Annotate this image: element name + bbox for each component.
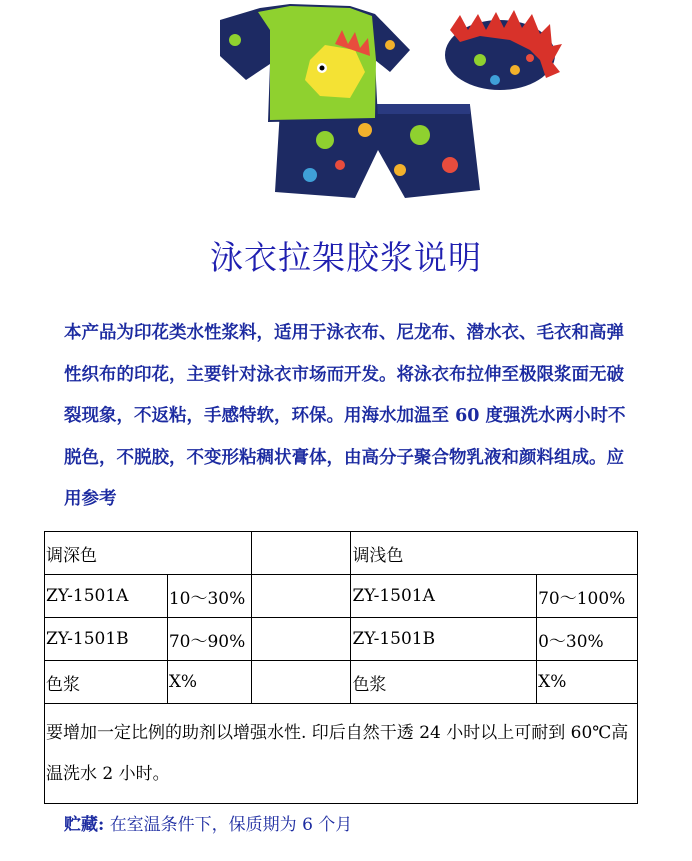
empty-cell	[251, 532, 351, 575]
dark-ratio: X%	[167, 661, 251, 704]
table-note-row	[45, 704, 638, 804]
empty-cell	[251, 618, 351, 661]
mix-ratio-table	[44, 531, 638, 804]
storage-info	[64, 810, 352, 835]
empty-cell	[251, 575, 351, 618]
page-title: 泳衣拉架胶浆说明	[210, 238, 482, 277]
header-light: 调浅色	[351, 532, 638, 575]
light-ratio: 0～30%	[537, 618, 638, 661]
dark-code: ZY-1501B	[45, 618, 168, 661]
product-photo	[150, 0, 570, 205]
light-code: 色浆	[351, 661, 537, 704]
table-header-row	[45, 532, 638, 575]
table-row	[45, 575, 638, 618]
dark-ratio: 70～90%	[167, 618, 251, 661]
intro-paragraph: 本产品为印花类水性浆料，适用于泳衣布、尼龙布、潜水衣、毛衣和高弹性织布的印花，主要针对泳衣市场而开发。将泳衣布拉伸至极限浆面无破裂现象，不返粘，手感特软，环保。用海水加温至 60 度强洗水两小时不脱色，不脱胶，不变形粘稠状膏体，由高分子聚合物乳液和颜料组成。应用参考	[64, 323, 626, 509]
empty-cell	[251, 661, 351, 704]
light-code: ZY-1501A	[351, 575, 537, 618]
light-ratio: X%	[537, 661, 638, 704]
table-row	[45, 618, 638, 661]
table-row	[45, 661, 638, 704]
swim-cap	[445, 10, 562, 90]
usage-note: 要增加一定比例的助剂以增强水性. 印后自然干透 24 小时以上可耐到 60℃高温洗水 2 小时。	[45, 704, 638, 804]
dark-code: ZY-1501A	[45, 575, 168, 618]
dark-code: 色浆	[45, 661, 168, 704]
storage-label: 贮藏:	[64, 815, 105, 835]
light-code: ZY-1501B	[351, 618, 537, 661]
light-ratio: 70～100%	[537, 575, 638, 618]
storage-text: 在室温条件下，保质期为 6 个月	[109, 815, 353, 835]
header-dark: 调深色	[45, 532, 252, 575]
dark-ratio: 10～30%	[167, 575, 251, 618]
